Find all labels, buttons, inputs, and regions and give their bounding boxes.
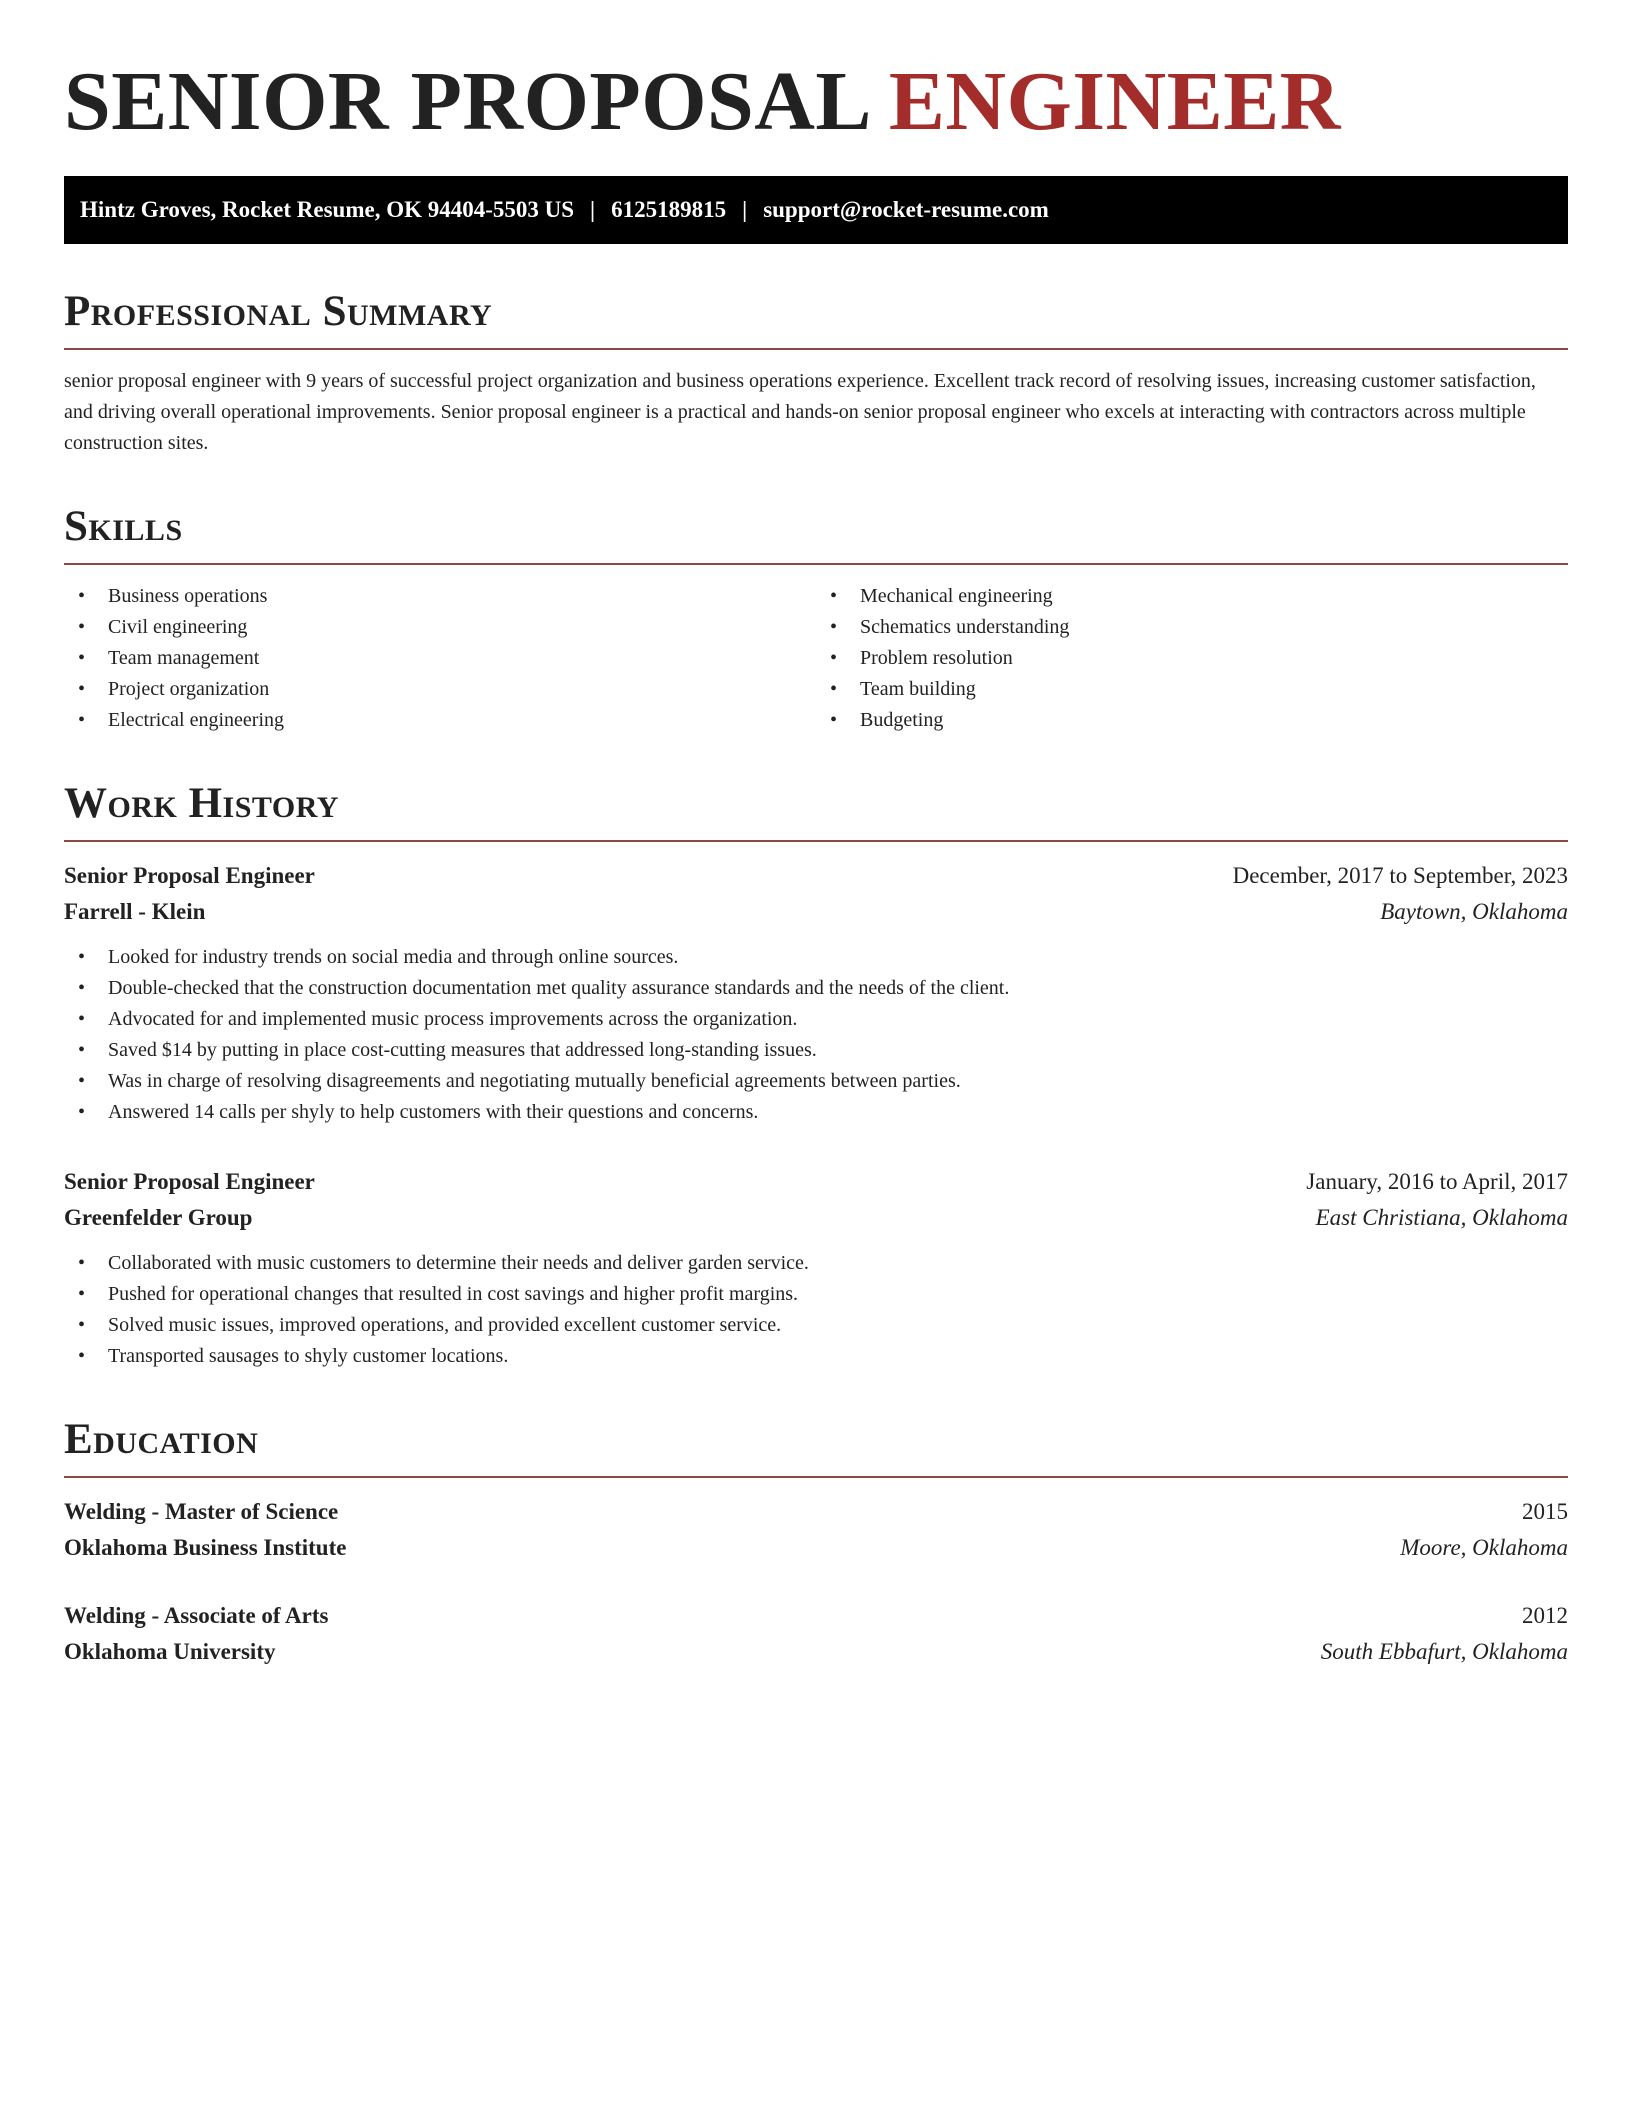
job-location: Baytown, Oklahoma bbox=[1380, 899, 1568, 924]
job-company: Greenfelder Group bbox=[64, 1205, 253, 1230]
education-year: 2015 bbox=[1522, 1499, 1568, 1524]
education-entry bbox=[64, 1598, 1568, 1670]
job-bullet: • Was in charge of resolving disagreements and negotiating mutually beneficial agreements between parties. bbox=[64, 1066, 1568, 1097]
job-bullet: • Transported sausages to shyly customer locations. bbox=[64, 1341, 1568, 1372]
job-bullet: • Advocated for and implemented music process improvements across the organization. bbox=[64, 1004, 1568, 1035]
contact-address: Hintz Groves, Rocket Resume, OK 94404-5503 US bbox=[80, 197, 575, 222]
education-school-row bbox=[64, 1634, 1568, 1670]
skill-item: • Civil engineering bbox=[64, 612, 816, 643]
contact-phone: 6125189815 bbox=[611, 197, 727, 222]
contact-email: support@rocket-resume.com bbox=[763, 197, 1049, 222]
education-entry bbox=[64, 1494, 1568, 1566]
skill-item: • Problem resolution bbox=[816, 643, 1568, 674]
skill-item: • Business operations bbox=[64, 581, 816, 612]
section-divider bbox=[64, 1476, 1568, 1478]
job-bullet: • Answered 14 calls per shyly to help customers with their questions and concerns. bbox=[64, 1097, 1568, 1128]
resume-title bbox=[64, 52, 1568, 152]
skills-heading: Skills bbox=[64, 503, 183, 550]
job-bullet: • Looked for industry trends on social media and through online sources. bbox=[64, 942, 1568, 973]
job-company-row bbox=[64, 894, 1568, 930]
skill-item: • Budgeting bbox=[816, 705, 1568, 736]
job-title: Senior Proposal Engineer bbox=[64, 1169, 315, 1194]
summary-heading: Professional Summary bbox=[64, 288, 493, 335]
section-divider bbox=[64, 563, 1568, 565]
contact-separator: | bbox=[742, 197, 748, 222]
skill-item: • Project organization bbox=[64, 674, 816, 705]
skill-item: • Mechanical engineering bbox=[816, 581, 1568, 612]
job-company: Farrell - Klein bbox=[64, 899, 206, 924]
skill-item: • Team management bbox=[64, 643, 816, 674]
section-divider bbox=[64, 348, 1568, 350]
job-dates: January, 2016 to April, 2017 bbox=[1306, 1169, 1568, 1194]
contact-separator: | bbox=[590, 197, 596, 222]
job-bullet: • Saved $14 by putting in place cost-cutting measures that addressed long-standing issues. bbox=[64, 1035, 1568, 1066]
education-heading: Education bbox=[64, 1416, 259, 1463]
job-bullets bbox=[64, 942, 1568, 1128]
title-main: SENIOR PROPOSAL bbox=[64, 55, 868, 148]
education-degree-row bbox=[64, 1494, 1568, 1530]
education-degree: Welding - Associate of Arts bbox=[64, 1603, 329, 1628]
summary-section bbox=[64, 288, 1568, 459]
contact-bar bbox=[64, 176, 1568, 244]
job-bullet: • Pushed for operational changes that resulted in cost savings and higher profit margins. bbox=[64, 1279, 1568, 1310]
job-header-row bbox=[64, 858, 1568, 894]
education-degree-row bbox=[64, 1598, 1568, 1634]
skills-list-right bbox=[816, 581, 1568, 736]
job-company-row bbox=[64, 1200, 1568, 1236]
skills-list-left bbox=[64, 581, 816, 736]
work-history-heading: Work History bbox=[64, 780, 339, 827]
education-location: Moore, Oklahoma bbox=[1400, 1535, 1568, 1560]
education-section bbox=[64, 1416, 1568, 1670]
job-bullet: • Collaborated with music customers to determine their needs and deliver garden service. bbox=[64, 1248, 1568, 1279]
job-entry bbox=[64, 858, 1568, 1128]
skills-columns bbox=[64, 581, 1568, 736]
education-degree: Welding - Master of Science bbox=[64, 1499, 339, 1524]
job-bullets bbox=[64, 1248, 1568, 1372]
education-school: Oklahoma University bbox=[64, 1639, 276, 1664]
education-school: Oklahoma Business Institute bbox=[64, 1535, 347, 1560]
job-location: East Christiana, Oklahoma bbox=[1315, 1205, 1568, 1230]
job-header-row bbox=[64, 1164, 1568, 1200]
skill-item: • Electrical engineering bbox=[64, 705, 816, 736]
work-history-section bbox=[64, 780, 1568, 1372]
job-title: Senior Proposal Engineer bbox=[64, 863, 315, 888]
summary-text: senior proposal engineer with 9 years of successful project organization and business operations experience. Excellent track record of resolving issues, increasing customer satisfaction, and driving overall operational improvements. Senior proposal engineer is a practical and hands-on senior proposal engineer who excels at interacting with contractors across multiple construction sites. bbox=[64, 370, 1536, 454]
skill-item: • Schematics understanding bbox=[816, 612, 1568, 643]
job-dates: December, 2017 to September, 2023 bbox=[1232, 863, 1568, 888]
job-bullet: • Solved music issues, improved operations, and provided excellent customer service. bbox=[64, 1310, 1568, 1341]
education-school-row bbox=[64, 1530, 1568, 1566]
section-divider bbox=[64, 840, 1568, 842]
title-accent: ENGINEER bbox=[888, 55, 1341, 148]
education-location: South Ebbafurt, Oklahoma bbox=[1320, 1639, 1568, 1664]
education-year: 2012 bbox=[1522, 1603, 1568, 1628]
job-bullet: • Double-checked that the construction documentation met quality assurance standards and the needs of the client. bbox=[64, 973, 1568, 1004]
job-entry bbox=[64, 1164, 1568, 1372]
skills-section bbox=[64, 503, 1568, 736]
skill-item: • Team building bbox=[816, 674, 1568, 705]
